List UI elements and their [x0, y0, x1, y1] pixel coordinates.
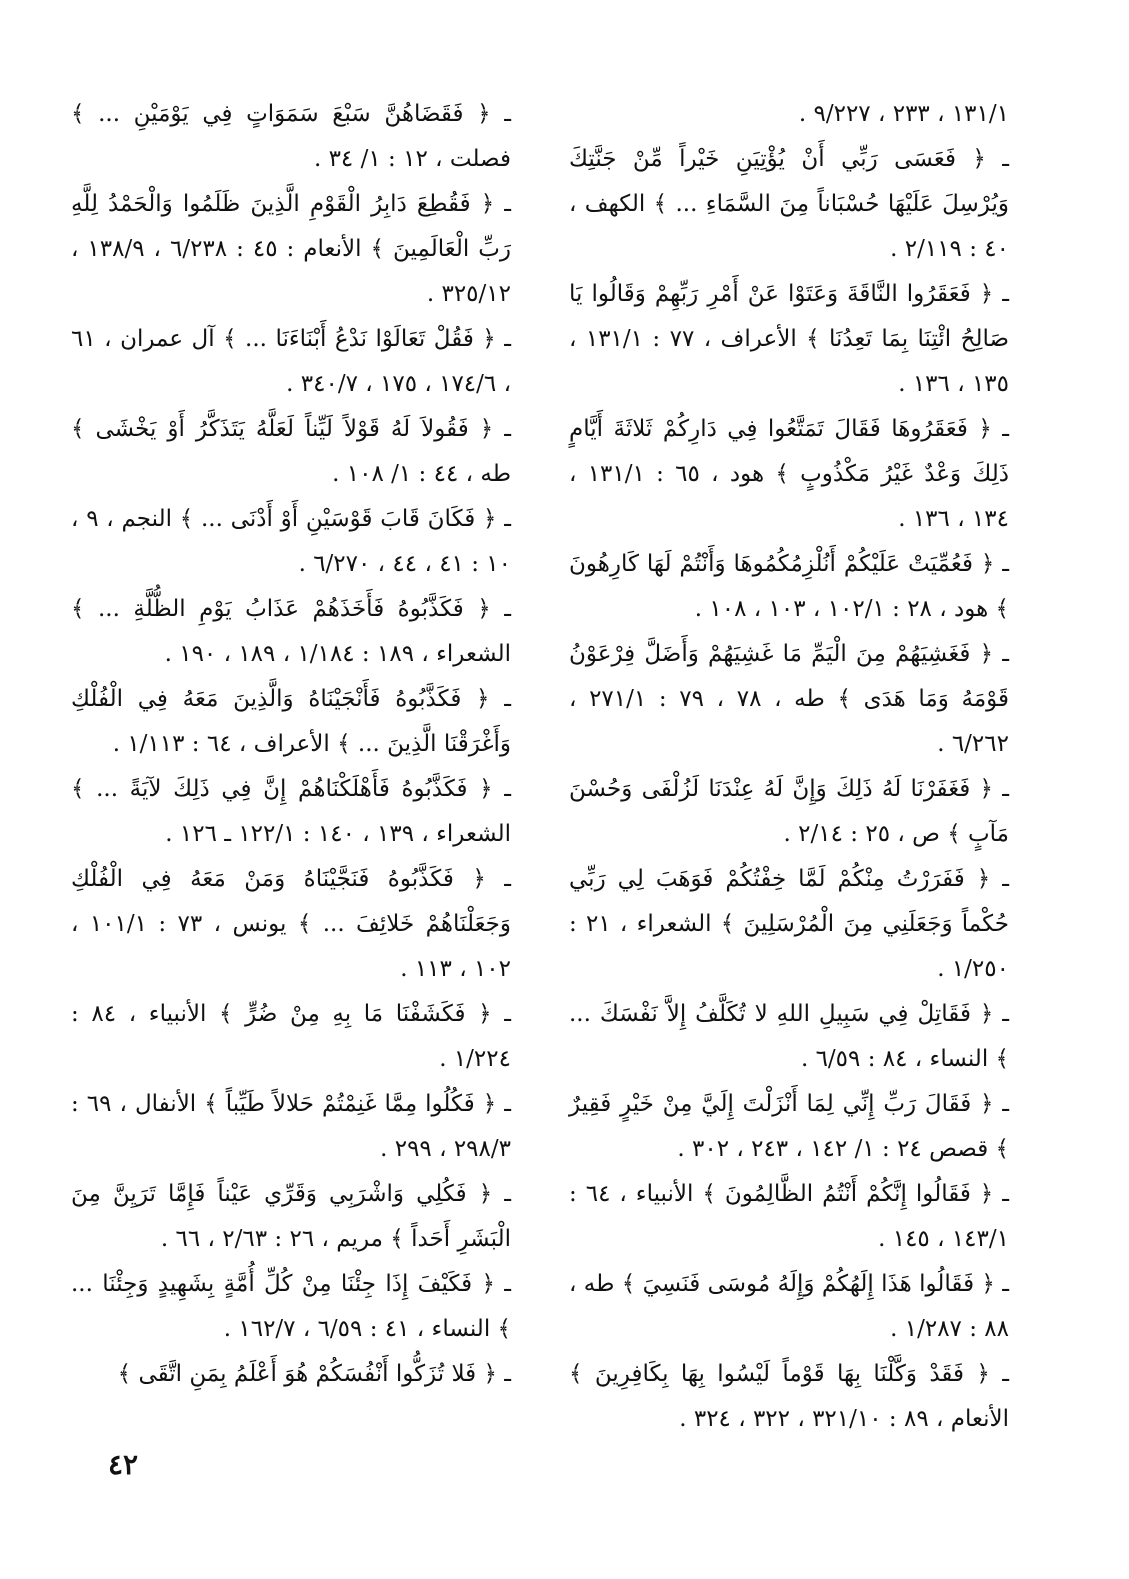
right-column — [569, 92, 1009, 1442]
index-entry: ـ ﴿ فَقُلْ تَعَالَوْا نَدْعُ أَبْنَاءَنَا ... ﴾ آل عمران ، ٦١ ، ١٧٤/٦ ، ١٧٥ ، ٣٤٠/٧ . — [71, 326, 511, 397]
index-entry: ـ ﴿ فَعَسَى رَبِّي أَنْ يُؤْتِيَنِ خَيْراً مِّنْ جَنَّتِكَ وَيُرْسِلَ عَلَيْهَا حُسْبَاناً مِنَ السَّمَاءِ ... ﴾ الكهف ، ٤٠ : ٢/١١٩ . — [569, 146, 1009, 262]
index-entry: ـ ﴿ فَعَقَرُوا النَّاقَةَ وَعَتَوْا عَنْ أَمْرِ رَبِّهِمْ وَقَالُوا يَا صَالِحُ ائْتِنَا بِمَا تَعِدُنَا ﴾ الأعراف ، ٧٧ : ١٣١/١ ، ١٣٥ ، ١٣٦ . — [569, 281, 1010, 397]
index-entry: ١٣١/١ ، ٢٣٣ ، ٩/٢٢٧ . — [798, 101, 1009, 127]
index-entry: ـ ﴿ فَكَذَّبُوهُ فَأَخَذَهُمْ عَذَابُ يَوْمِ الظُّلَّةِ ... ﴾ الشعراء ، ١٨٩ : ١/١٨٤ ، ١٨٩ ، ١٩٠ . — [71, 596, 511, 667]
index-entry: ـ ﴿ فَكَيْفَ إِذَا جِئْنَا مِنْ كُلِّ أُمَّةٍ بِشَهِيدٍ وَجِئْنَا ... ﴾ النساء ، ٤١ : ٦/٥٩ ، ١٦٢/٧ . — [71, 1271, 511, 1342]
index-entry: ـ ﴿ فَكَذَّبُوهُ فَأَنْجَيْنَاهُ وَالَّذِينَ مَعَهُ فِي الْفُلْكِ وَأَغْرَقْنَا الَّذِينَ ... ﴾ الأعراف ، ٦٤ : ١/١١٣ . — [71, 686, 511, 757]
index-entry: ـ ﴿ فَقَالَ رَبِّ إِنِّي لِمَا أَنْزَلْتَ إِلَيَّ مِنْ خَيْرٍ فَقِيرٌ ﴾ قصص ٢٤ : ١/ ١٤٢ ، ٢٤٣ ، ٣٠٢ . — [569, 1091, 1009, 1162]
index-entry: ـ ﴿ فَغَشِيَهُمْ مِنَ الْيَمِّ مَا غَشِيَهُمْ وَأَضَلَّ فِرْعَوْنُ قَوْمَهُ وَمَا هَدَى ﴾ طه ، ٧٨ ، ٧٩ : ٢٧١/١ ، ٦/٢٦٢ . — [569, 641, 1010, 757]
index-entry: ـ ﴿ فَقُطِعَ دَابِرُ الْقَوْمِ الَّذِينَ ظَلَمُوا وَالْحَمْدُ لِلَّهِ رَبِّ الْعَالَمِينَ ﴾ الأنعام : ٤٥ : ٦/٢٣٨ ، ١٣٨/٩ ، ٣٢٥/١٢ . — [71, 191, 511, 307]
index-entry: ـ ﴿ فَكُلِي وَاشْرَبِي وَقَرِّي عَيْناً فَإِمَّا تَرَيِنَّ مِنَ الْبَشَرِ أَحَداً ﴾ مريم ، ٢٦ : ٢/٦٣ ، ٦٦ . — [71, 1181, 511, 1252]
index-entry: ـ ﴿ فَفَرَرْتُ مِنْكُمْ لَمَّا خِفْتُكُمْ فَوَهَبَ لِي رَبِّي حُكْماً وَجَعَلَنِي مِنَ الْمُرْسَلِينَ ﴾ الشعراء ، ٢١ : ١/٢٥٠ . — [569, 866, 1010, 982]
index-entry: ـ ﴿ فَكَانَ قَابَ قَوْسَيْنِ أَوْ أَدْنَى ... ﴾ النجم ، ٩ ، ١٠ : ٤١ ، ٤٤ ، ٦/٢٧٠ . — [71, 506, 511, 577]
index-entry: ـ ﴿ فَقَالُوا هَذَا إِلَهُكُمْ وَإِلَهُ مُوسَى فَنَسِيَ ﴾ طه ، ٨٨ : ١/٢٨٧ . — [569, 1271, 1009, 1342]
index-entry: ـ ﴿ فَقَاتِلْ فِي سَبِيلِ اللهِ لا تُكَلَّفُ إِلاَّ نَفْسَكَ ... ﴾ النساء ، ٨٤ : ٦/٥٩ . — [569, 1001, 1009, 1072]
index-entry: ـ ﴿ فَكَذَّبُوهُ فَنَجَّيْنَاهُ وَمَنْ مَعَهُ فِي الْفُلْكِ وَجَعَلْنَاهُمْ خَلائِفَ ... ﴾ يونس ، ٧٣ : ١٠١/١ ، ١٠٢ ، ١١٣ . — [71, 866, 512, 982]
index-entry: ـ ﴿ فَغَفَرْنَا لَهُ ذَلِكَ وَإِنَّ لَهُ عِنْدَنَا لَزُلْفَى وَحُسْنَ مَآبٍ ﴾ ص ، ٢٥ : ٢/١٤ . — [569, 776, 1009, 847]
page-number: ٤٢ — [108, 1448, 139, 1481]
index-entry: ـ ﴿ فَقَالُوا إِنَّكُمْ أَنْتُمُ الظَّالِمُونَ ﴾ الأنبياء ، ٦٤ : ١٤٣/١ ، ١٤٥ . — [569, 1181, 1009, 1252]
index-entry: ـ ﴿ فَكَذَّبُوهُ فَأَهْلَكْنَاهُمْ إِنَّ فِي ذَلِكَ لآيَةً ... ﴾ الشعراء ، ١٣٩ ، ١٤٠ : ١٢٢/١ ـ ١٢٦ . — [71, 776, 511, 847]
index-entry: ـ ﴿ فَلا تُزَكُّوا أَنْفُسَكُمْ هُوَ أَعْلَمُ بِمَنِ اتَّقَى ﴾ — [117, 1361, 511, 1387]
index-entry: ـ ﴿ فَعَقَرُوهَا فَقَالَ تَمَتَّعُوا فِي دَارِكُمْ ثَلاثَةَ أَيَّامٍ ذَلِكَ وَعْدٌ غَيْرُ مَكْذُوبٍ ﴾ هود ، ٦٥ : ١٣١/١ ، ١٣٤ ، ١٣٦ . — [569, 416, 1009, 532]
index-entry: ـ ﴿ فَقَدْ وَكَّلْنَا بِهَا قَوْماً لَيْسُوا بِهَا بِكَافِرِينَ ﴾ الأنعام ، ٨٩ : ٣٢١/١٠ ، ٣٢٢ ، ٣٢٤ . — [569, 1361, 1009, 1432]
index-entry: ـ ﴿ فَقَضَاهُنَّ سَبْعَ سَمَوَاتٍ فِي يَوْمَيْنِ ... ﴾ فصلت ، ١٢ : ١/ ٣٤ . — [71, 101, 511, 172]
index-entry: ـ ﴿ فَعُمِّيَتْ عَلَيْكُمْ أَنُلْزِمُكُمُوهَا وَأَنْتُمْ لَهَا كَارِهُونَ ﴾ هود ، ٢٨ : ١٠٢/١ ، ١٠٣ ، ١٠٨ . — [569, 551, 1009, 622]
index-entry: ـ ﴿ فَقُولاَ لَهُ قَوْلاً لَيِّناً لَعَلَّهُ يَتَذَكَّرُ أَوْ يَخْشَى ﴾ طه ، ٤٤ : ١/ ١٠٨ . — [71, 416, 511, 487]
index-entry: ـ ﴿ فَكَشَفْنَا مَا بِهِ مِنْ ضُرٍّ ﴾ الأنبياء ، ٨٤ : ١/٢٢٤ . — [71, 1001, 512, 1072]
left-column — [71, 92, 511, 1397]
index-entry: ـ ﴿ فَكُلُوا مِمَّا غَنِمْتُمْ حَلالاً طَيِّباً ﴾ الأنفال ، ٦٩ : ٢٩٨/٣ ، ٢٩٩ . — [71, 1091, 511, 1162]
